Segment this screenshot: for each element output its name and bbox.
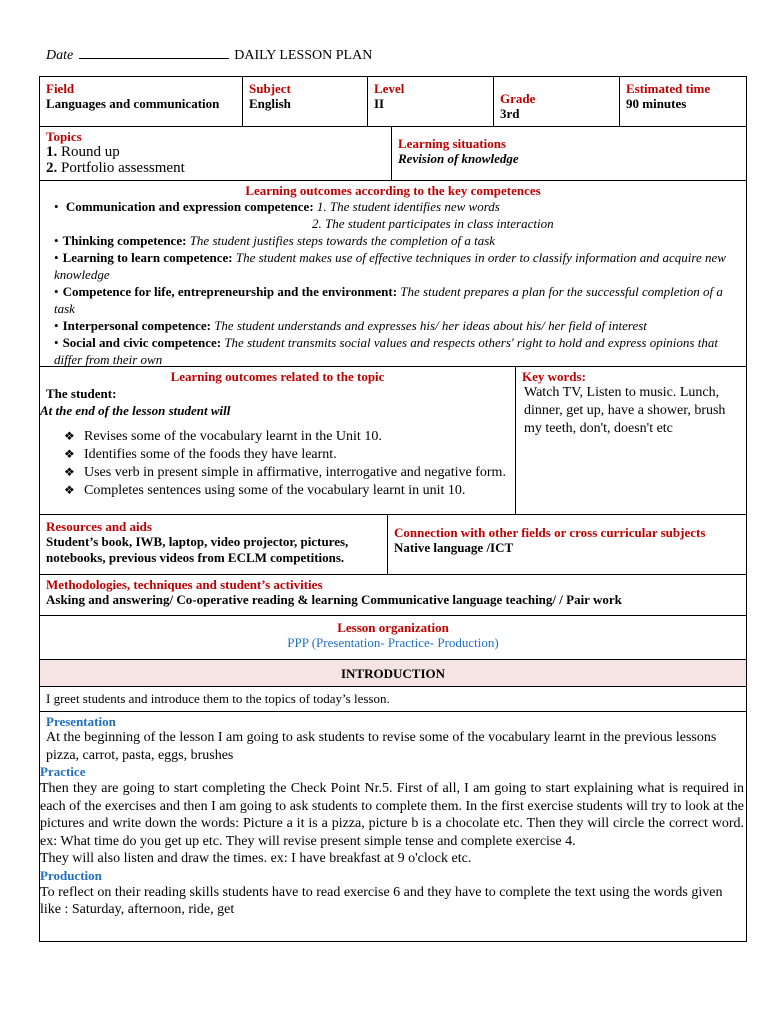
end-of-lesson-label: At the end of the lesson student will	[40, 403, 231, 418]
organization-row	[40, 616, 746, 660]
field-cell	[40, 77, 243, 126]
subject-cell	[243, 77, 368, 126]
page-title: DAILY LESSON PLAN	[234, 48, 373, 63]
lesson-plan-table	[39, 76, 747, 942]
introduction-row	[40, 687, 746, 712]
student-label: The student:	[46, 386, 117, 401]
topic-outcomes-cell	[40, 367, 516, 514]
topic-outcomes-heading: Learning outcomes related to the topic	[170, 369, 385, 384]
resources-value: Student’s book, IWB, laptop, video projector, pictures, notebooks, previous videos from ECLM competitions.	[46, 534, 349, 565]
situations-label: Learning situations	[398, 136, 506, 151]
resources-cell	[40, 515, 388, 574]
field-label: Field	[46, 81, 75, 96]
production-label: Production	[40, 867, 102, 883]
diamond-bullet-icon: ❖	[64, 483, 75, 497]
resources-label: Resources and aids	[46, 519, 152, 534]
competences-list	[46, 198, 740, 368]
topics-cell	[40, 127, 392, 180]
connection-cell	[388, 515, 746, 574]
presentation-label: Presentation	[46, 714, 116, 729]
keywords-cell	[516, 367, 746, 514]
competence-life: • Competence for life, entrepreneurship and the environment: The student prepares a plan for the successful completion of a task	[54, 283, 740, 317]
list-item: ❖ Completes sentences using some of the vocabulary learnt in unit 10.	[64, 483, 466, 498]
list-item: ❖ Identifies some of the foods they have learnt.	[64, 447, 337, 462]
diamond-bullet-icon: ❖	[64, 429, 75, 443]
topic-outcomes-row	[40, 367, 746, 515]
introduction-text: I greet students and introduce them to the topics of today’s lesson.	[46, 691, 390, 706]
grade-cell	[494, 77, 620, 126]
connection-value: Native language /ICT	[394, 540, 514, 555]
time-cell	[620, 77, 746, 126]
topic-item-1: 1. Round up	[46, 144, 120, 160]
keywords-label: Key words:	[522, 369, 586, 384]
ppp-row	[40, 712, 746, 941]
competence-communication: • Communication and expression competence: 1. The student identifies new words 2. The student participates in class interaction	[54, 198, 740, 232]
practice-text: Then they are going to start completing the Check Point Nr.5. First of all, I am going to start explaining what is required in each of the exercises and then I am going to ask students to complete them. In the first exercise students will try to look at the pictures and write down the words: Picture a it is a pizza, picture b is a chocolate etc. Then they will circle the correct word. ex: What time do you get up etc. They will revise present simple tense and complete exercise 4.	[40, 781, 744, 849]
competence-learning: • Learning to learn competence: The student makes use of effective techniques in order to classify information and acquire new knowledge	[54, 249, 740, 283]
list-item: ❖ Revises some of the vocabulary learnt in the Unit 10.	[64, 429, 382, 444]
date-label: Date	[46, 48, 74, 63]
grade-label: Grade	[500, 91, 536, 106]
time-label: Estimated time	[626, 81, 711, 96]
topics-row	[40, 127, 746, 181]
topic-item-2: 2. Portfolio assessment	[46, 160, 185, 176]
info-row	[40, 77, 746, 127]
competences-row	[40, 181, 746, 367]
competences-heading: Learning outcomes according to the key competences	[245, 183, 541, 198]
organization-value: PPP (Presentation- Practice- Production)	[287, 635, 499, 650]
date-line	[79, 46, 229, 59]
level-label: Level	[374, 81, 405, 96]
practice-label: Practice	[40, 764, 86, 779]
subject-value: English	[249, 96, 291, 111]
diamond-bullet-icon: ❖	[64, 447, 75, 461]
practice-text-2: They will also listen and draw the times. ex: I have breakfast at 9 o'clock etc.	[40, 851, 472, 866]
topics-label: Topics	[46, 129, 82, 144]
topic-outcomes-list	[40, 428, 515, 499]
subject-label: Subject	[249, 81, 291, 96]
methods-row	[40, 575, 746, 616]
competence-interpersonal: • Interpersonal competence: The student understands and expresses his/ her ideas about his/ her field of interest	[54, 317, 740, 334]
level-cell	[368, 77, 494, 126]
grade-value: 3rd	[500, 106, 520, 121]
time-value: 90 minutes	[626, 96, 687, 111]
organization-label: Lesson organization	[337, 620, 449, 635]
methods-value: Asking and answering/ Co-operative reading & learning Communicative language teaching/ / Pair work	[46, 592, 622, 607]
list-item: ❖ Uses verb in present simple in affirmative, interrogative and negative form.	[64, 465, 506, 480]
introduction-heading: INTRODUCTION	[40, 660, 746, 687]
keywords-text: Watch TV, Listen to music. Lunch, dinner, get up, have a shower, brush my teeth, don't, doesn't etc	[524, 385, 726, 436]
production-text: To reflect on their reading skills students have to read exercise 6 and they have to complete the text using the words given like : Saturday, afternoon, ride, get	[40, 884, 723, 917]
connection-label: Connection with other fields or cross curricular subjects	[394, 525, 706, 540]
situations-value: Revision of knowledge	[398, 151, 519, 166]
methods-label: Methodologies, techniques and student’s activities	[46, 577, 323, 592]
page-header	[46, 46, 372, 64]
field-value: Languages and communication	[46, 96, 220, 111]
presentation-text: At the beginning of the lesson I am going to ask students to revise some of the vocabulary learnt in the previous lessons pizza, carrot, pasta, eggs, brushes	[46, 730, 717, 763]
diamond-bullet-icon: ❖	[64, 465, 75, 479]
competence-thinking: • Thinking competence: The student justifies steps towards the completion of a task	[54, 232, 740, 249]
level-value: II	[374, 96, 385, 111]
resources-row	[40, 515, 746, 575]
competence-social: • Social and civic competence: The student transmits social values and respects others' right to hold and express opinions that differ from their own	[54, 334, 740, 368]
situations-cell	[392, 127, 746, 180]
